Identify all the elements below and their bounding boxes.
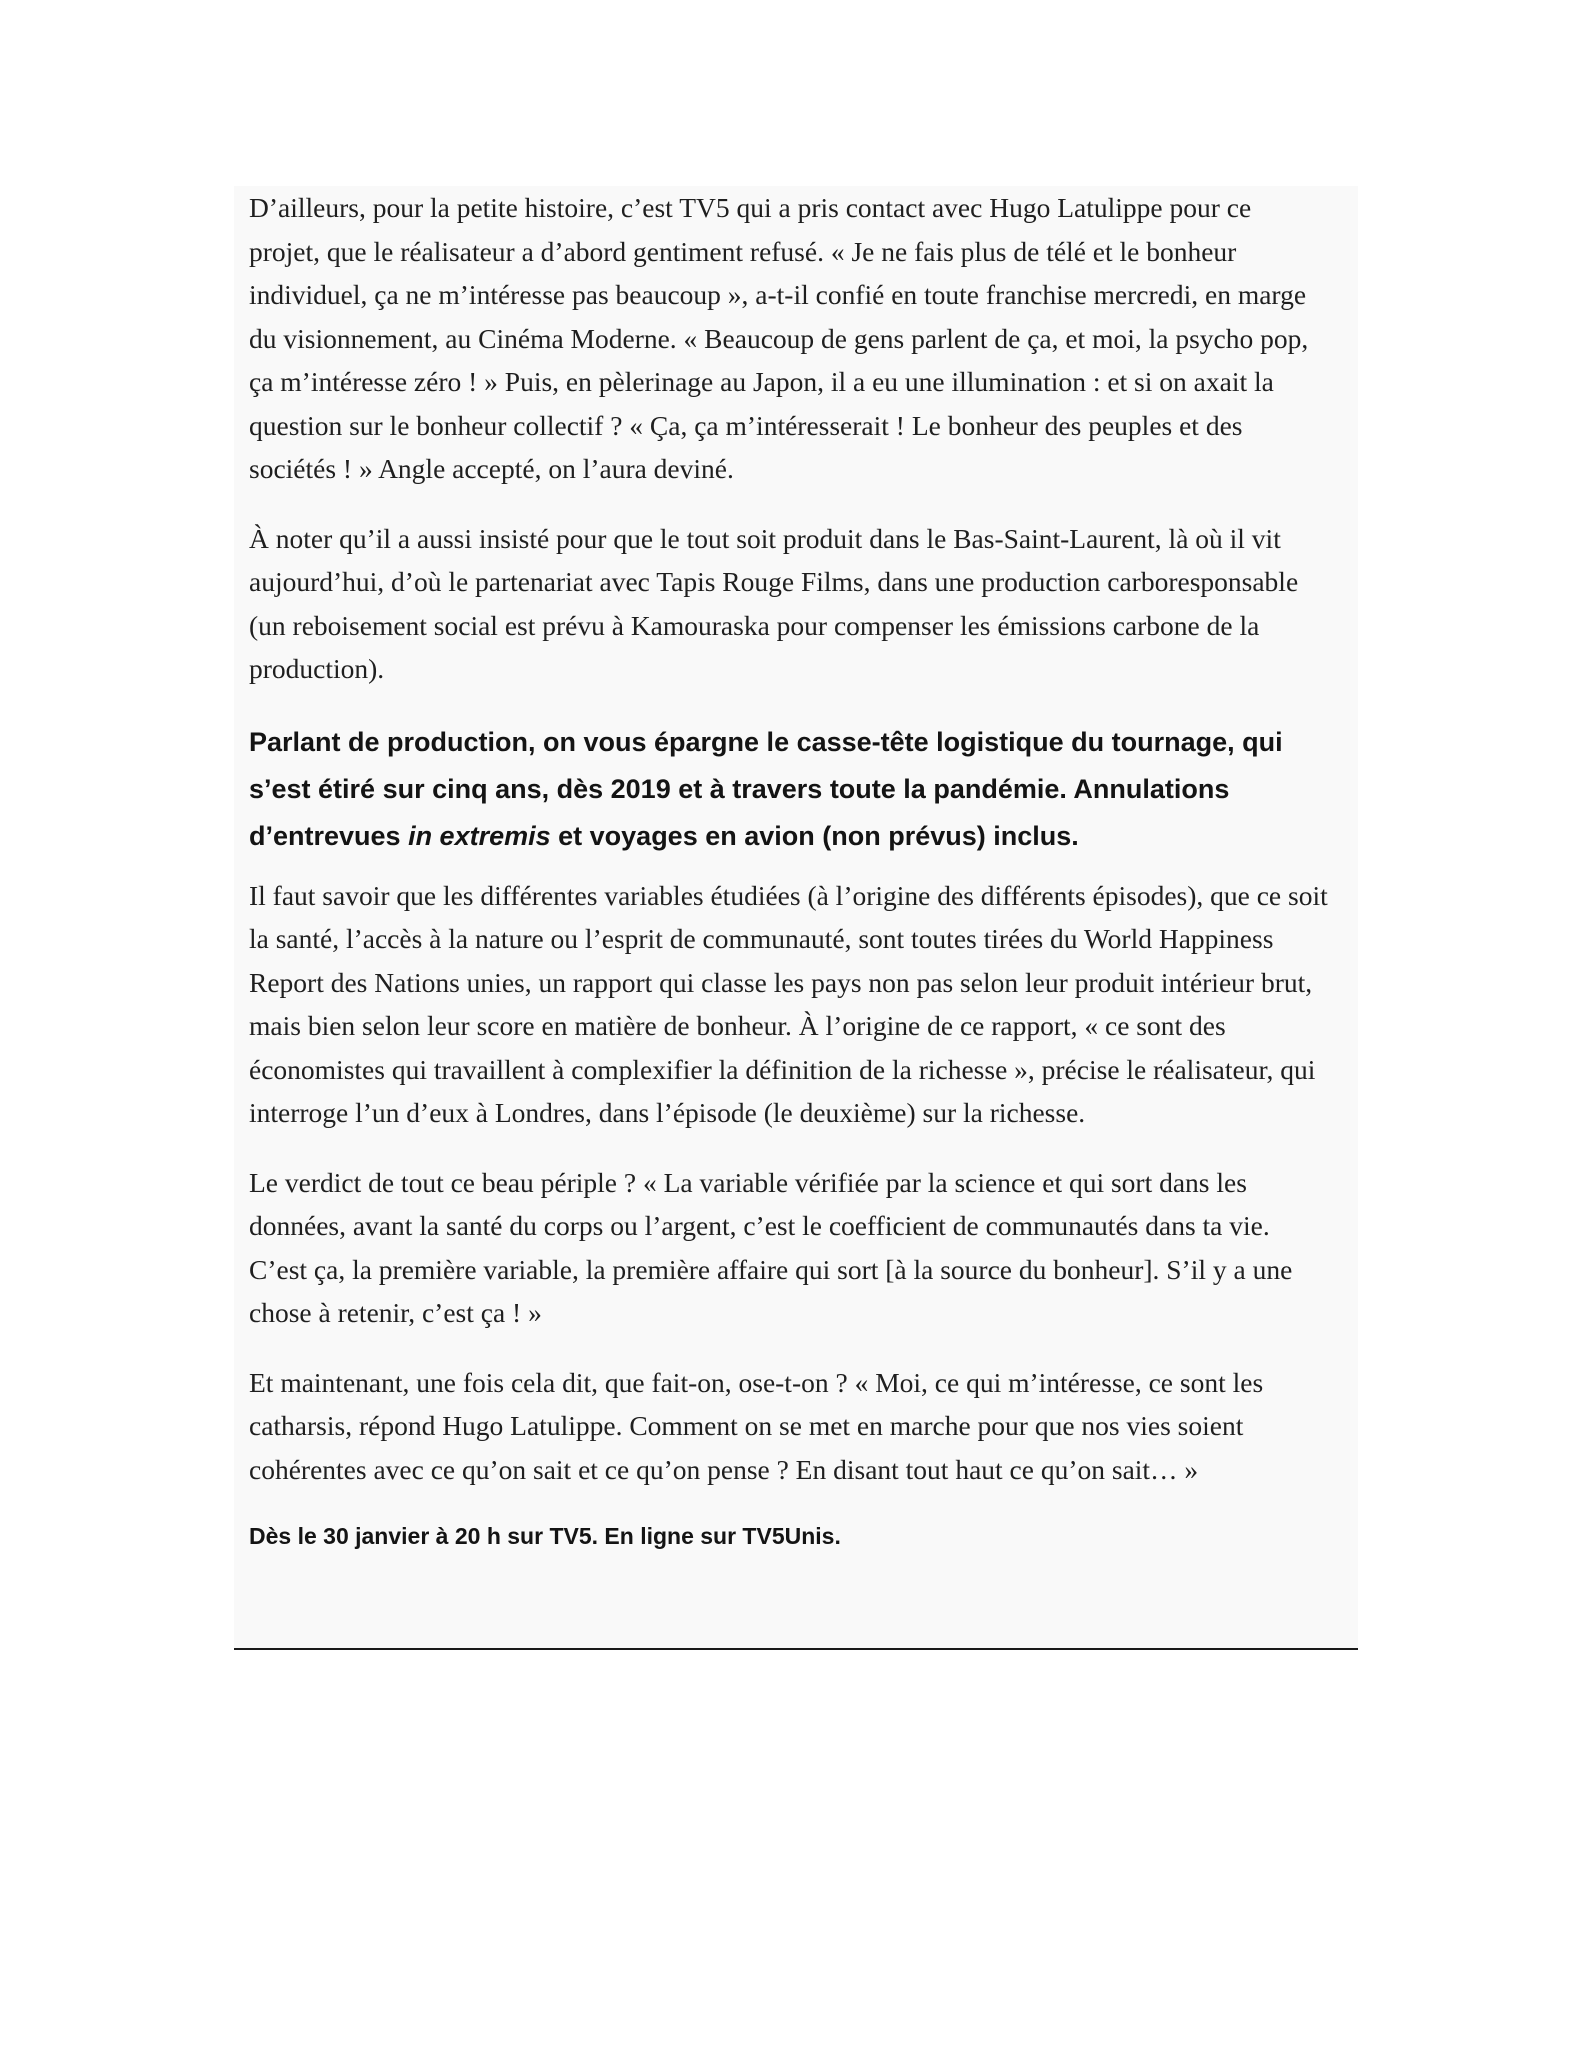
paragraph-verdict: Le verdict de tout ce beau périple ? « La variable vérifiée par la science et qui sort dans les données, avant la santé du corps ou l’argent, c’est le coefficient de communautés dans ta vie. C’est ça, la première variable, la première affaire qui sort [à la source du bonheur]. S’il y a une chose à retenir, c’est ça ! » — [249, 1166, 1293, 1328]
article-body — [234, 186, 1358, 1650]
lead-text-end: et voyages en avion (non prévus) inclus. — [550, 820, 1079, 851]
lead-paragraph-production — [249, 719, 1328, 860]
paragraph-catharsis: Et maintenant, une fois cela dit, que fait-on, ose-t-on ? « Moi, ce qui m’intéresse, ce sont les catharsis, répond Hugo Latulippe. Comment on se met en marche pour que nos vies soient cohérentes avec ce qu’on sait et ce qu’on pense ? En disant tout haut ce qu’on sait… » — [249, 1366, 1264, 1485]
lead-emphasis: in extremis — [408, 820, 551, 851]
paragraph-origin-story: D’ailleurs, pour la petite histoire, c’est TV5 qui a pris contact avec Hugo Latulippe pour ce projet, que le réalisateur a d’abord gentiment refusé. « Je ne fais plus de télé et le bonheur individuel, ça ne m’intéresse pas beaucoup », a-t-il confié en toute franchise mercredi, en marge du visionnement, au Cinéma Moderne. « Beaucoup de gens parlent de ça, et moi, la psycho pop, ça m’intéresse zéro ! » Puis, en pèlerinage au Japon, il a eu une illumination : et si on axait la question sur le bonheur collectif ? « Ça, ça m’intéresserait ! Le bonheur des peuples et des sociétés ! » Angle accepté, on l’aura deviné. — [249, 192, 1309, 484]
lead-text-start: Parlant de production, on vous épargne le casse-tête logistique du tournage, qui s’est étiré sur cinq ans, dès 2019 et à travers toute la pandémie. Annulations d’entrevues — [249, 726, 1283, 851]
paragraph-world-happiness-report: Il faut savoir que les différentes variables étudiées (à l’origine des différents épisodes), que ce soit la santé, l’accès à la nature ou l’esprit de communauté, sont toutes tirées du World Happiness Report des Nations unies, un rapport qui classe les pays non pas selon leur produit intérieur brut, mais bien selon leur score en matière de bonheur. À l’origine de ce rapport, « ce sont des économistes qui travaillent à complexifier la définition de la richesse », précise le réalisateur, qui interroge l’un d’eux à Londres, dans l’épisode (le deuxième) sur la richesse. — [249, 879, 1328, 1128]
broadcast-info: Dès le 30 janvier à 20 h sur TV5. En ligne sur TV5Unis. — [249, 1523, 841, 1549]
paragraph-production-location: À noter qu’il a aussi insisté pour que le tout soit produit dans le Bas-Saint-Laurent, là où il vit aujourd’hui, d’où le partenariat avec Tapis Rouge Films, dans une production carboresponsable (un reboisement social est prévu à Kamouraska pour compenser les émissions carbone de la production). — [249, 522, 1299, 684]
